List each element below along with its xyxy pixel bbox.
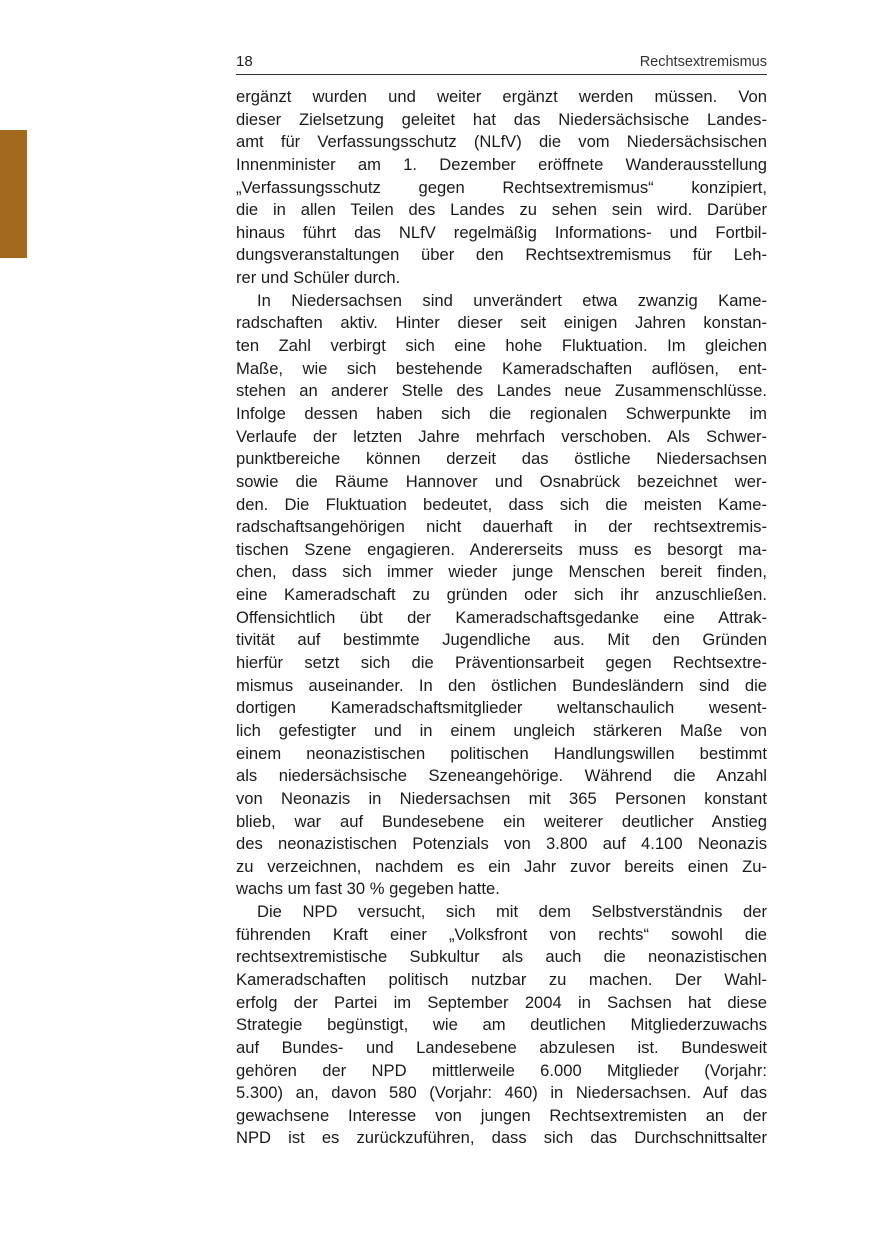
- text-line: gewachsene Interesse von jungen Rechtsextremisten an der: [236, 1105, 767, 1125]
- text-line: Innenminister am 1. Dezember eröffnete Wanderausstellung: [236, 154, 767, 174]
- text-line: erfolg der Partei im September 2004 in Sachsen hat diese: [236, 992, 767, 1012]
- body-text: [236, 86, 767, 1150]
- text-line: stehen an anderer Stelle des Landes neue Zusammenschlüsse.: [236, 381, 767, 401]
- text-line: Offensichtlich übt der Kameradschaftsgedanke eine Attrak-: [236, 607, 767, 627]
- page-header: [236, 52, 767, 75]
- text-line: gehören der NPD mittlerweile 6.000 Mitglieder (Vorjahr:: [236, 1060, 767, 1080]
- text-line: amt für Verfassungsschutz (NLfV) die vom Niedersächsischen: [236, 132, 767, 152]
- text-line: wachs um fast 30 % gegeben hatte.: [236, 879, 500, 899]
- text-line: hierfür setzt sich die Präventionsarbeit gegen Rechtsextre-: [236, 653, 767, 673]
- text-line: NPD ist es zurückzuführen, dass sich das Durchschnittsalter: [236, 1128, 767, 1148]
- text-line: tischen Szene engagieren. Andererseits muss es besorgt ma-: [236, 539, 767, 559]
- text-line: dieser Zielsetzung geleitet hat das Niedersächsische Landes-: [236, 109, 767, 129]
- paragraph: [236, 86, 767, 290]
- text-line: Maße, wie sich bestehende Kameradschaften auflösen, ent-: [236, 358, 767, 378]
- paragraph: [236, 901, 767, 1150]
- text-line: rer und Schüler durch.: [236, 268, 401, 288]
- text-line: 5.300) an, davon 580 (Vorjahr: 460) in Niedersachsen. Auf das: [236, 1083, 767, 1103]
- text-line: dortigen Kameradschaftsmitglieder weltanschaulich wesent-: [236, 698, 767, 718]
- text-line: Strategie begünstigt, wie am deutlichen Mitgliederzuwachs: [236, 1015, 767, 1035]
- text-line: sowie die Räume Hannover und Osnabrück bezeichnet wer-: [236, 471, 767, 491]
- text-line: als niedersächsische Szeneangehörige. Während die Anzahl: [236, 766, 767, 786]
- text-line: Verlaufe der letzten Jahre mehrfach verschoben. Als Schwer-: [236, 426, 767, 446]
- text-line: hinaus führt das NLfV regelmäßig Informations- und Fortbil-: [236, 222, 767, 242]
- chapter-side-tab: [0, 130, 27, 258]
- text-line: des neonazistischen Potenzials von 3.800 auf 4.100 Neonazis: [236, 834, 767, 854]
- page-number: 18: [236, 53, 253, 70]
- text-line: rechtsextremistische Subkultur als auch die neonazistischen: [236, 947, 767, 967]
- paragraph: [236, 290, 767, 901]
- text-line: den. Die Fluktuation bedeutet, dass sich die meisten Kame-: [236, 494, 767, 514]
- text-line: lich gefestigter und in einem ungleich stärkeren Maße von: [236, 720, 767, 740]
- text-line: dungsveranstaltungen über den Rechtsextremismus für Leh-: [236, 245, 767, 265]
- text-line: „Verfassungsschutz gegen Rechtsextremismus“ konzipiert,: [236, 177, 767, 197]
- text-line: radschaftsangehörigen nicht dauerhaft in der rechtsextremis-: [236, 517, 767, 537]
- text-line: einem neonazistischen politischen Handlungswillen bestimmt: [236, 743, 767, 763]
- text-line: führenden Kraft einer „Volksfront von rechts“ sowohl die: [236, 924, 767, 944]
- text-line: Die NPD versucht, sich mit dem Selbstverständnis der: [257, 902, 767, 922]
- text-line: tivität auf bestimmte Jugendliche aus. Mit den Gründen: [236, 630, 767, 650]
- text-line: radschaften aktiv. Hinter dieser seit einigen Jahren konstan-: [236, 313, 767, 333]
- text-line: ten Zahl verbirgt sich eine hohe Fluktuation. Im gleichen: [236, 336, 767, 356]
- text-line: chen, dass sich immer wieder junge Menschen bereit finden,: [236, 562, 767, 582]
- text-line: die in allen Teilen des Landes zu sehen sein wird. Darüber: [236, 200, 767, 220]
- text-line: ergänzt wurden und weiter ergänzt werden müssen. Von: [236, 87, 767, 106]
- text-line: blieb, war auf Bundesebene ein weiterer deutlicher Anstieg: [236, 811, 767, 831]
- text-line: In Niedersachsen sind unverändert etwa zwanzig Kame-: [257, 290, 767, 310]
- text-line: eine Kameradschaft zu gründen oder sich ihr anzuschließen.: [236, 585, 767, 605]
- text-line: Infolge dessen haben sich die regionalen Schwerpunkte im: [236, 403, 767, 423]
- text-line: von Neonazis in Niedersachsen mit 365 Personen konstant: [236, 788, 767, 808]
- running-head: Rechtsextremismus: [639, 54, 767, 70]
- text-line: punktbereiche können derzeit das östliche Niedersachsen: [236, 449, 767, 469]
- text-line: mismus auseinander. In den östlichen Bundesländern sind die: [236, 675, 767, 695]
- text-line: Kameradschaften politisch nutzbar zu machen. Der Wahl-: [236, 969, 767, 989]
- text-line: zu verzeichnen, nachdem es ein Jahr zuvor bereits einen Zu-: [236, 856, 767, 876]
- text-line: auf Bundes- und Landesebene abzulesen ist. Bundesweit: [236, 1037, 767, 1057]
